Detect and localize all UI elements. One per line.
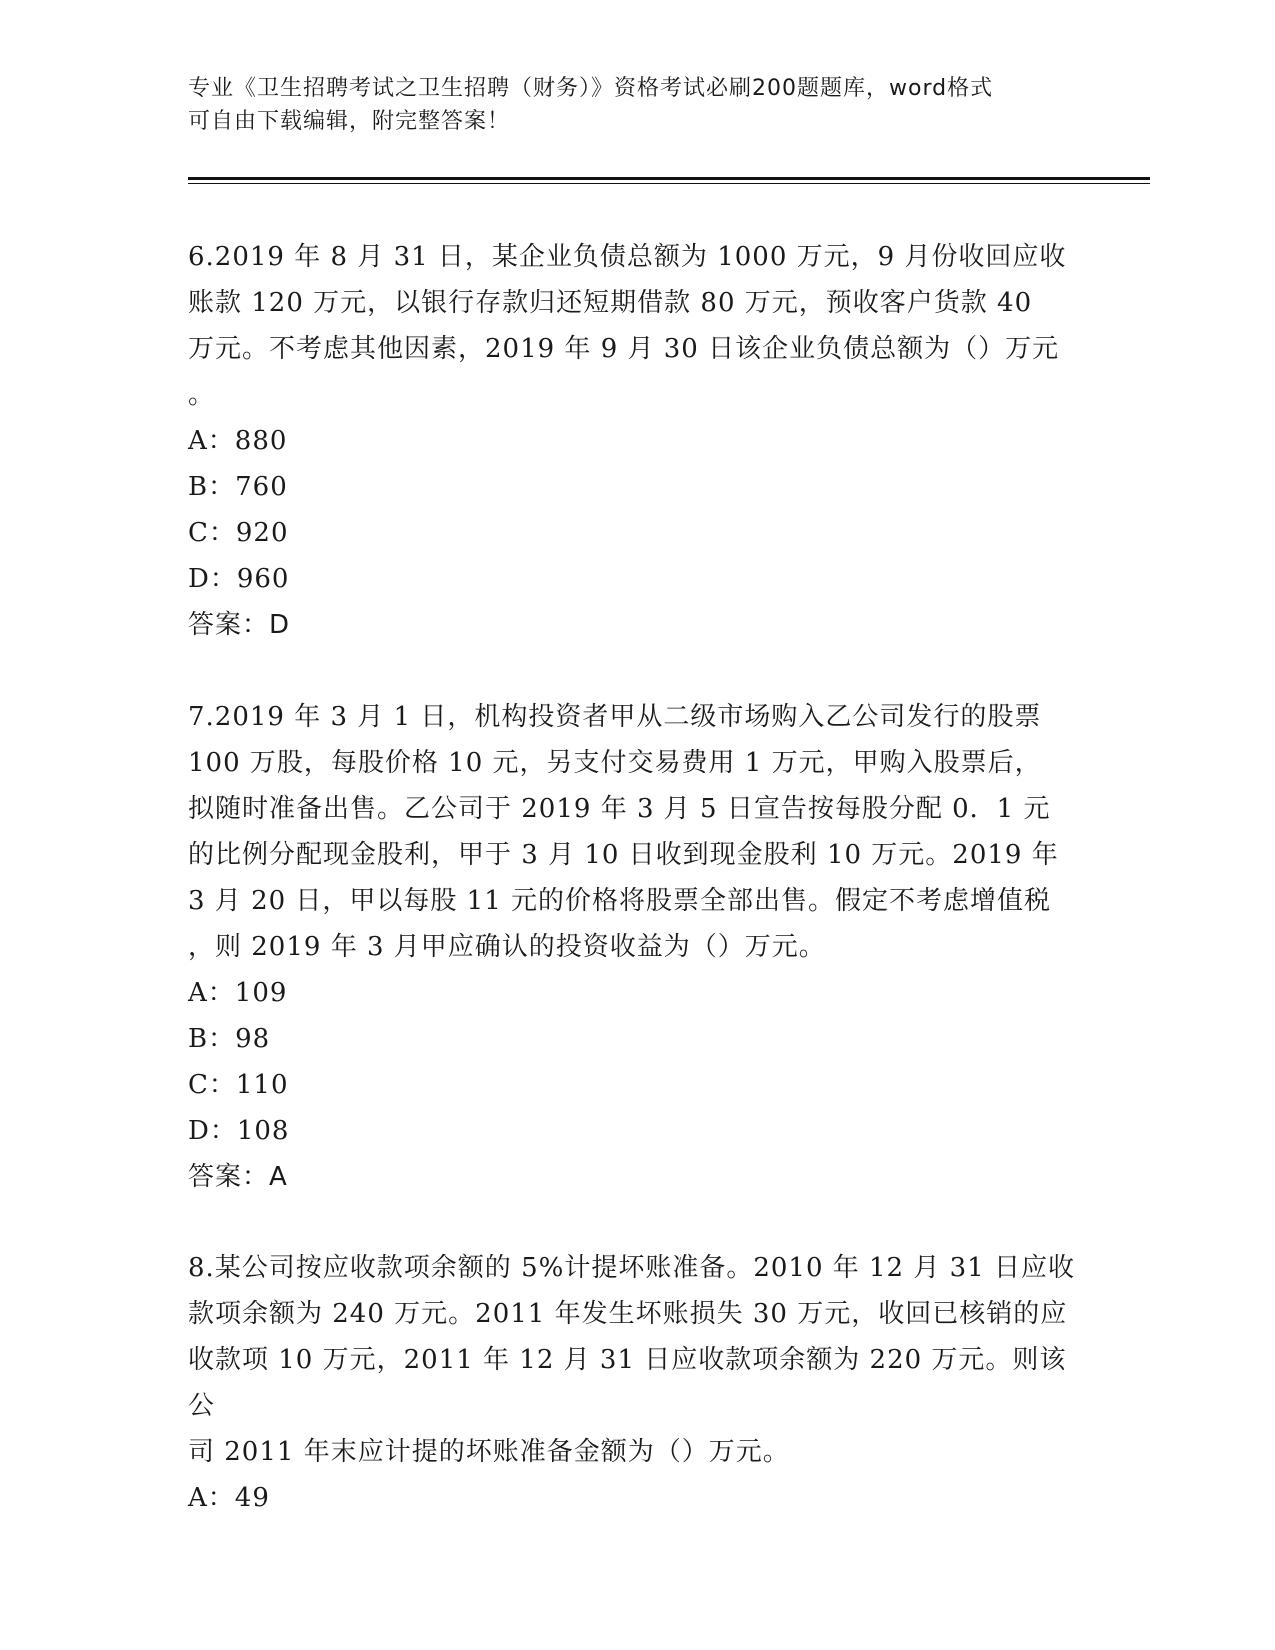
answer-line: 答案：D bbox=[188, 610, 291, 640]
option-c: C：920 bbox=[188, 518, 289, 548]
option-b: B：98 bbox=[188, 1024, 271, 1054]
question-stem: 7.2019 年 3 月 1 日，机构投资者甲从二级市场购入乙公司发行的股票 100 万股，每股价格 10 元，另支付交易费用 1 万元，甲购入股票后， 拟随时准备出售。乙公司于 2019 年 3 月 5 日宣告按每股分配 0．1 元 的比例分配现金股利，甲于 3 月 10 日收到现金股利 10 万元。2019 年 3 月 20 日，甲以每股 11 元的价格将股票全部出售。假定不考虑增值税 ，则 2019 年 3 月甲应确认的投资收益为（）万元。 bbox=[188, 702, 1059, 962]
option-b: B：760 bbox=[188, 472, 288, 502]
question-stem: 8.某公司按应收款项余额的 5%计提坏账准备。2010 年 12 月 31 日应收 款项余额为 240 万元。2011 年发生坏账损失 30 万元，收回已核销的应 收款项 10 万元，2011 年 12 月 31 日应收款项余额为 220 万元。则该公 司 2011 年末应计提的坏账准备金额为（）万元。 bbox=[188, 1253, 1075, 1467]
option-a: A：109 bbox=[188, 978, 288, 1008]
answer-line: 答案：A bbox=[188, 1162, 288, 1192]
option-a: A：880 bbox=[188, 426, 288, 456]
option-a: A：49 bbox=[188, 1483, 270, 1513]
header-divider-thick bbox=[188, 177, 1150, 180]
question-stem: 6.2019 年 8 月 31 日，某企业负债总额为 1000 万元，9 月份收回应收 账款 120 万元，以银行存款归还短期借款 80 万元，预收客户货款 40 万元。不考虑其他因素，2019 年 9 月 30 日该企业负债总额为（）万元 。 bbox=[188, 242, 1067, 410]
question-7 bbox=[188, 694, 1088, 1200]
option-c: C：110 bbox=[188, 1070, 289, 1100]
header-line-2: 可自由下载编辑，附完整答案！ bbox=[188, 109, 511, 134]
option-d: D：960 bbox=[188, 564, 290, 594]
document-header bbox=[188, 72, 1088, 138]
question-8 bbox=[188, 1245, 1088, 1521]
header-line-1: 专业《卫生招聘考试之卫生招聘（财务）》资格考试必刷200题题库，word格式 bbox=[188, 76, 994, 101]
question-6 bbox=[188, 234, 1088, 648]
option-d: D：108 bbox=[188, 1116, 290, 1146]
header-divider-thin bbox=[188, 183, 1150, 184]
